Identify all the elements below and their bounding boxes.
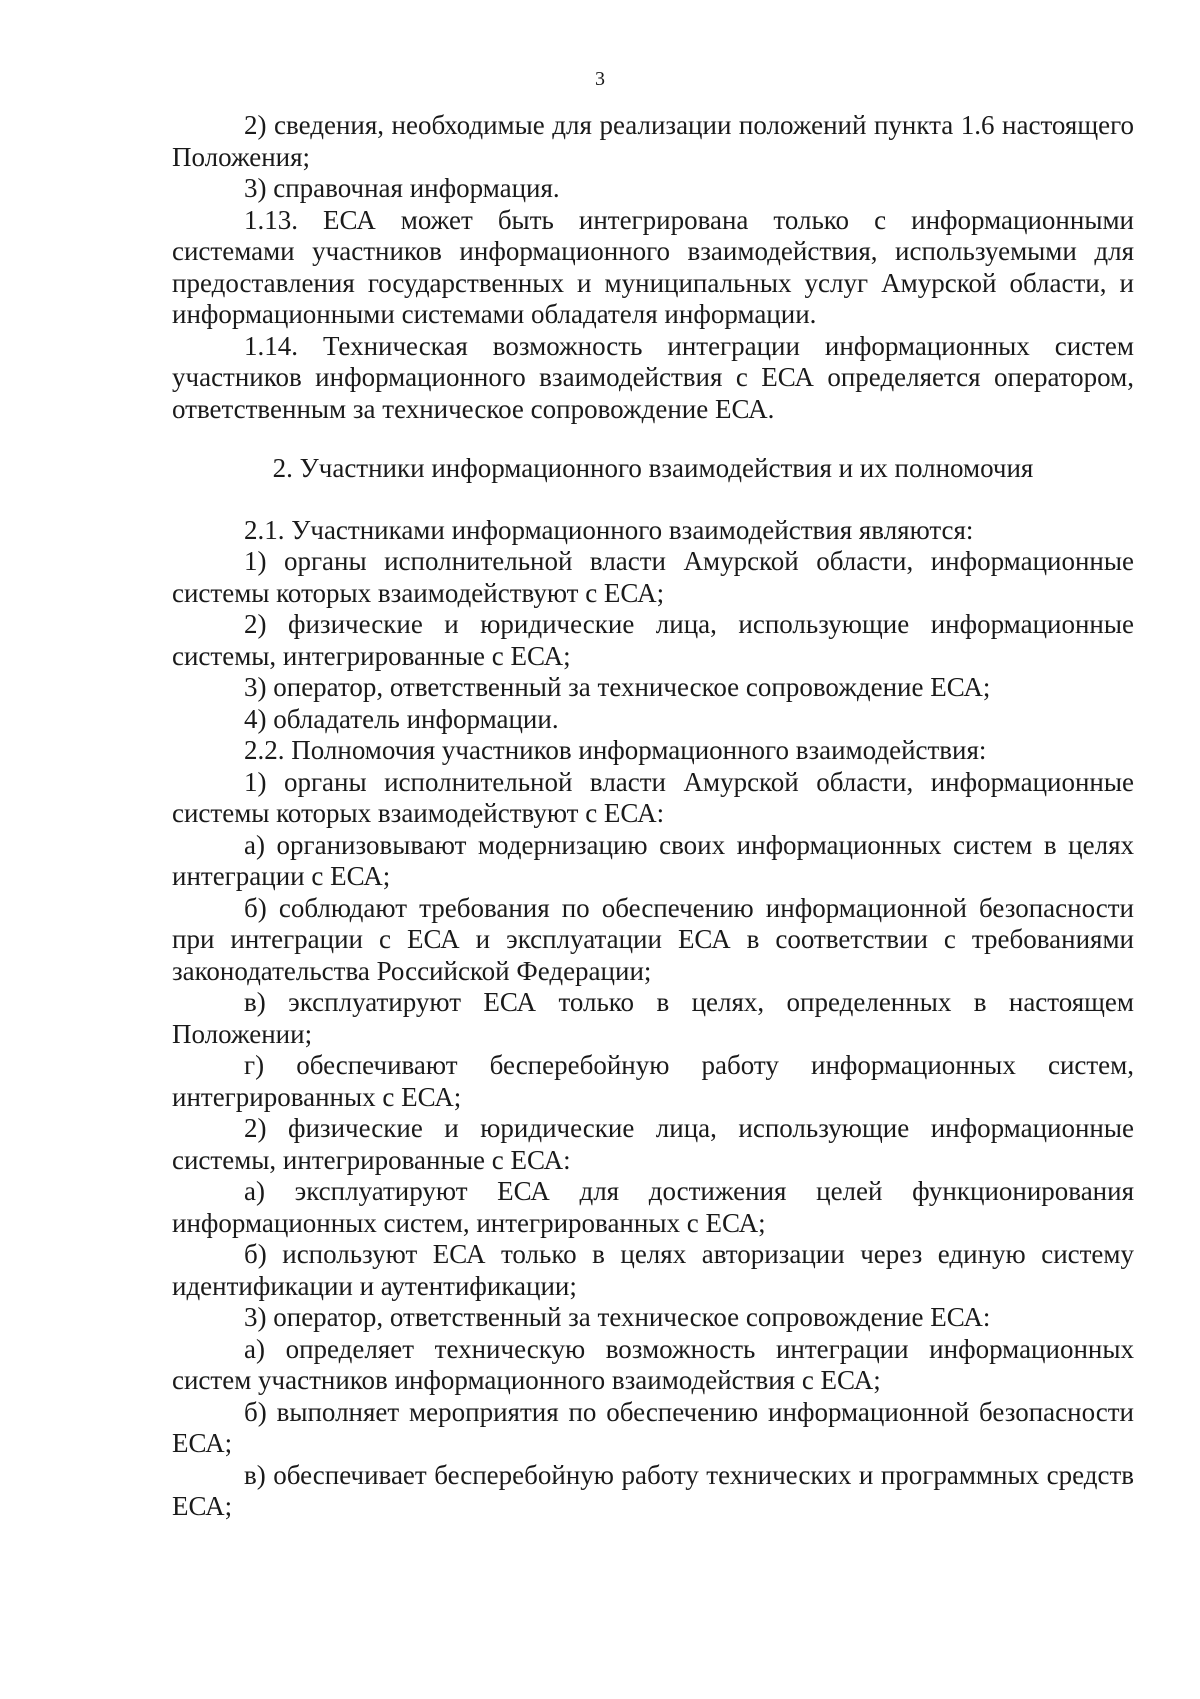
paragraph: 1.13. ЕСА может быть интегрирована только с информационными системами участников информационного взаимодействия, используемыми для предоставления государственных и муниципальных услуг Амурской области, и информационными системами обладателя информации. [172, 204, 1134, 329]
paragraph: 3) оператор, ответственный за техническое сопровождение ЕСА; [244, 672, 991, 702]
paragraph: г) обеспечивают бесперебойную работу информационных систем, интегрированных с ЕСА; [172, 1050, 1134, 1112]
paragraph: 4) обладатель информации. [244, 703, 559, 734]
paragraph: 1.14. Техническая возможность интеграции информационных систем участников информационного взаимодействия с ЕСА определяется оператором, ответственным за техническое сопровождение ЕСА. [172, 330, 1134, 424]
paragraph: 2) сведения, необходимые для реализации положений пункта 1.6 настоящего Положения; [172, 110, 1134, 172]
paragraph: 2) физические и юридические лица, использующие информационные системы, интегрированные с ЕСА; [172, 609, 1134, 671]
paragraph: а) организовывают модернизацию своих информационных систем в целях интеграции с ЕСА; [172, 829, 1134, 891]
paragraph: 2.2. Полномочия участников информационного взаимодействия: [244, 735, 987, 765]
paragraph: б) выполняет мероприятия по обеспечению информационной безопасности ЕСА; [172, 1396, 1134, 1458]
section-heading: 2. Участники информационного взаимодействия и их полномочия [272, 453, 1034, 483]
paragraph: б) используют ЕСА только в целях авторизации через единую систему идентификации и аутентификации; [172, 1239, 1134, 1301]
paragraph: 3) справочная информация. [244, 173, 560, 203]
paragraph: 3) оператор, ответственный за техническое сопровождение ЕСА: [244, 1302, 991, 1332]
paragraph: 2.1. Участниками информационного взаимодействия являются: [244, 514, 974, 545]
document-body [172, 110, 1134, 1523]
paragraph: в) эксплуатируют ЕСА только в целях, определенных в настоящем Положении; [172, 987, 1134, 1049]
paragraph: б) соблюдают требования по обеспечению информационной безопасности при интеграции с ЕСА и эксплуатации ЕСА в соответствии с требованиями законодательства Российской Федерации; [172, 892, 1134, 986]
paragraph: в) обеспечивает бесперебойную работу технических и программных средств ЕСА; [172, 1459, 1134, 1521]
paragraph: а) определяет техническую возможность интеграции информационных систем участников информационного взаимодействия с ЕСА; [172, 1333, 1134, 1395]
paragraph: 1) органы исполнительной власти Амурской области, информационные системы которых взаимодействуют с ЕСА; [172, 546, 1134, 608]
paragraph: а) эксплуатируют ЕСА для достижения целей функционирования информационных систем, интегрированных с ЕСА; [172, 1176, 1134, 1238]
page-number: 3 [595, 68, 605, 90]
paragraph: 2) физические и юридические лица, использующие информационные системы, интегрированные с ЕСА: [172, 1113, 1134, 1175]
paragraph: 1) органы исполнительной власти Амурской области, информационные системы которых взаимодействуют с ЕСА: [172, 766, 1134, 828]
